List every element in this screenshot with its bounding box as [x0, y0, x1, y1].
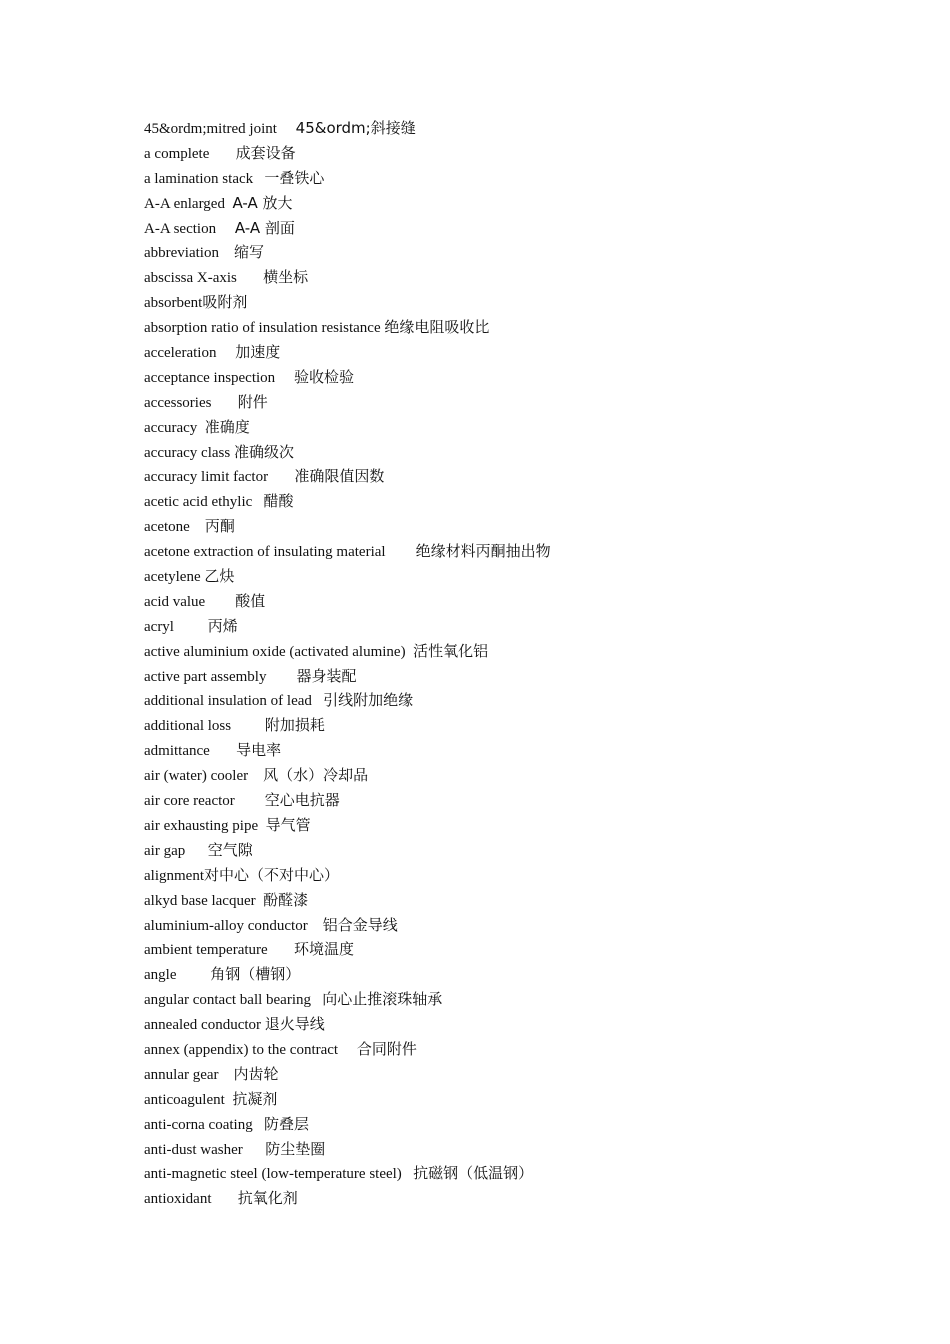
chinese-translation: 角钢（槽钢） [210, 965, 301, 984]
english-term: A-A section [144, 220, 217, 237]
english-term: accuracy limit factor [144, 469, 269, 486]
term-separator [402, 1166, 413, 1182]
english-term: aluminium-alloy conductor [144, 917, 308, 934]
chinese-translation: 器身装配 [296, 666, 357, 685]
glossary-entry [144, 838, 904, 863]
term-separator [386, 544, 416, 560]
term-separator [243, 1142, 266, 1158]
glossary-entry [144, 514, 904, 539]
term-separator [406, 644, 414, 660]
term-separator [197, 420, 205, 436]
english-term: admittance [144, 743, 210, 760]
english-term: active part assembly [144, 668, 267, 685]
glossary-entry [144, 290, 904, 315]
english-term: air (water) cooler [144, 768, 249, 785]
chinese-translation: 乙炔 [204, 567, 235, 586]
term-separator [268, 469, 294, 485]
glossary-entry [144, 788, 904, 813]
glossary-entry [144, 1186, 904, 1211]
chinese-translation: 附件 [237, 392, 268, 411]
english-term: annealed conductor [144, 1017, 262, 1034]
chinese-translation: 环境温度 [293, 940, 354, 959]
term-separator [219, 1067, 234, 1083]
term-separator [205, 594, 235, 610]
term-separator [176, 967, 210, 983]
glossary-entry [144, 464, 904, 489]
chinese-translation: 抗凝剂 [232, 1089, 278, 1108]
chinese-translation: 验收检验 [293, 367, 354, 386]
term-separator [248, 768, 263, 784]
glossary-entry [144, 216, 904, 241]
term-separator [253, 1117, 264, 1133]
term-separator [252, 494, 263, 510]
glossary-entry [144, 763, 904, 788]
glossary-entry [144, 614, 904, 639]
glossary-entry [144, 141, 904, 166]
glossary-entry [144, 987, 904, 1012]
chinese-translation: 绝缘电阻吸收比 [384, 318, 490, 337]
glossary-entry [144, 489, 904, 514]
chinese-translation: 引线附加绝缘 [323, 691, 414, 710]
glossary-entry [144, 1062, 904, 1087]
chinese-translation: 防尘垫圈 [265, 1139, 326, 1158]
chinese-translation: A-A 剖面 [234, 218, 295, 237]
glossary-entry [144, 664, 904, 689]
chinese-translation: 抗氧化剂 [237, 1189, 298, 1208]
chinese-translation: 吸附剂 [202, 293, 248, 312]
term-separator [210, 743, 236, 759]
glossary-entry [144, 962, 904, 987]
glossary-list [144, 116, 904, 1211]
glossary-entry [144, 888, 904, 913]
chinese-translation: 向心止推滚珠轴承 [322, 990, 443, 1009]
glossary-entry [144, 1012, 904, 1037]
chinese-translation: 准确度 [204, 417, 250, 436]
chinese-translation: 缩写 [233, 243, 264, 262]
english-term: ambient temperature [144, 942, 268, 959]
chinese-translation: 丙酮 [204, 517, 235, 536]
term-separator [266, 669, 296, 685]
term-separator [237, 270, 263, 286]
english-term: acceptance inspection [144, 369, 276, 386]
term-separator [311, 992, 322, 1008]
term-separator [216, 345, 235, 361]
term-separator [258, 818, 266, 834]
chinese-translation: 绝缘材料丙酮抽出物 [415, 542, 551, 561]
chinese-translation: 醋酸 [263, 492, 294, 511]
english-term: anticoagulent [144, 1091, 225, 1108]
term-separator [209, 146, 235, 162]
chinese-translation: 退火导线 [264, 1015, 325, 1034]
english-term: acetone extraction of insulating material [144, 544, 386, 561]
english-term: angle [144, 967, 177, 984]
english-term: additional loss [144, 718, 232, 735]
term-separator [212, 1191, 238, 1207]
english-term: a lamination stack [144, 170, 254, 187]
chinese-translation: 活性氧化铝 [413, 641, 489, 660]
english-term: acetylene [144, 569, 201, 586]
english-term: acceleration [144, 345, 217, 362]
chinese-translation: 酚醛漆 [263, 890, 309, 909]
english-term: acetic acid ethylic [144, 494, 253, 511]
glossary-entry [144, 166, 904, 191]
chinese-translation: 防叠层 [263, 1114, 309, 1133]
glossary-entry [144, 1112, 904, 1137]
english-term: air exhausting pipe [144, 817, 259, 834]
glossary-entry [144, 191, 904, 216]
english-term: abbreviation [144, 245, 219, 262]
english-term: accessories [144, 394, 212, 411]
glossary-entry [144, 1087, 904, 1112]
glossary-entry [144, 340, 904, 365]
glossary-entry [144, 738, 904, 763]
term-separator [253, 171, 264, 187]
english-term: air gap [144, 842, 186, 859]
term-separator [312, 693, 323, 709]
chinese-translation: 抗磁钢（低温钢） [413, 1164, 534, 1183]
english-term: alkyd base lacquer [144, 892, 256, 909]
glossary-entry [144, 539, 904, 564]
glossary-entry [144, 390, 904, 415]
english-term: air core reactor [144, 793, 235, 810]
english-term: acryl [144, 618, 174, 635]
glossary-entry [144, 564, 904, 589]
term-separator [277, 121, 296, 137]
glossary-entry [144, 937, 904, 962]
english-term: accuracy [144, 419, 198, 436]
term-separator [231, 718, 265, 734]
english-term: absorption ratio of insulation resistance [144, 320, 381, 337]
english-term: abscissa X-axis [144, 270, 237, 287]
english-term: alignment [144, 867, 204, 884]
chinese-translation: 导气管 [265, 815, 311, 834]
chinese-translation: 对中心（不对中心） [204, 865, 340, 884]
glossary-entry [144, 265, 904, 290]
chinese-translation: 合同附件 [356, 1039, 417, 1058]
term-separator [190, 519, 205, 535]
chinese-translation: 附加损耗 [264, 716, 325, 735]
term-separator [235, 793, 265, 809]
term-separator [256, 893, 264, 909]
chinese-translation: 铝合金导线 [322, 915, 398, 934]
english-term: annular gear [144, 1066, 219, 1083]
glossary-entry [144, 913, 904, 938]
english-term: accuracy class [144, 444, 231, 461]
english-term: angular contact ball bearing [144, 992, 312, 1009]
term-separator [219, 245, 234, 261]
english-term: absorbent [144, 295, 203, 312]
glossary-entry [144, 440, 904, 465]
glossary-entry [144, 639, 904, 664]
english-term: anti-dust washer [144, 1141, 243, 1158]
english-term: annex (appendix) to the contract [144, 1041, 339, 1058]
glossary-entry [144, 415, 904, 440]
english-term: antioxidant [144, 1191, 212, 1208]
term-separator [185, 843, 208, 859]
term-separator [211, 395, 237, 411]
chinese-translation: 成套设备 [235, 143, 296, 162]
chinese-translation: 45&ordm;斜接缝 [295, 119, 416, 137]
chinese-translation: A-A 放大 [232, 193, 293, 212]
english-term: anti-magnetic steel (low-temperature steel) [144, 1166, 402, 1183]
english-term: 45&ordm;mitred joint [144, 121, 277, 137]
chinese-translation: 空心电抗器 [264, 791, 340, 810]
english-term: acid value [144, 593, 206, 610]
chinese-translation: 准确级次 [233, 442, 294, 461]
glossary-entry [144, 863, 904, 888]
glossary-entry [144, 315, 904, 340]
chinese-translation: 横坐标 [263, 268, 309, 287]
chinese-translation: 空气隙 [207, 840, 253, 859]
chinese-translation: 加速度 [235, 343, 281, 362]
term-separator [338, 1042, 357, 1058]
english-term: anti-corna coating [144, 1116, 253, 1133]
term-separator [275, 370, 294, 386]
english-term: additional insulation of lead [144, 693, 312, 710]
english-term: A-A enlarged [144, 195, 225, 212]
glossary-entry [144, 1037, 904, 1062]
term-separator [216, 221, 235, 237]
glossary-entry [144, 713, 904, 738]
english-term: acetone [144, 519, 190, 536]
chinese-translation: 准确限值因数 [294, 467, 385, 486]
chinese-translation: 导电率 [236, 741, 282, 760]
glossary-entry [144, 688, 904, 713]
chinese-translation: 风（水）冷却品 [263, 766, 369, 785]
chinese-translation: 丙烯 [207, 616, 238, 635]
term-separator [174, 619, 208, 635]
glossary-entry [144, 365, 904, 390]
glossary-entry [144, 589, 904, 614]
glossary-entry [144, 240, 904, 265]
glossary-entry [144, 1137, 904, 1162]
english-term: a complete [144, 145, 210, 162]
english-term: active aluminium oxide (activated alumine) [144, 643, 406, 660]
term-separator [308, 918, 323, 934]
chinese-translation: 一叠铁心 [264, 168, 325, 187]
chinese-translation: 酸值 [235, 591, 266, 610]
chinese-translation: 内齿轮 [233, 1064, 279, 1083]
term-separator [268, 942, 294, 958]
glossary-entry [144, 813, 904, 838]
glossary-entry [144, 1161, 904, 1186]
glossary-entry [144, 116, 904, 141]
